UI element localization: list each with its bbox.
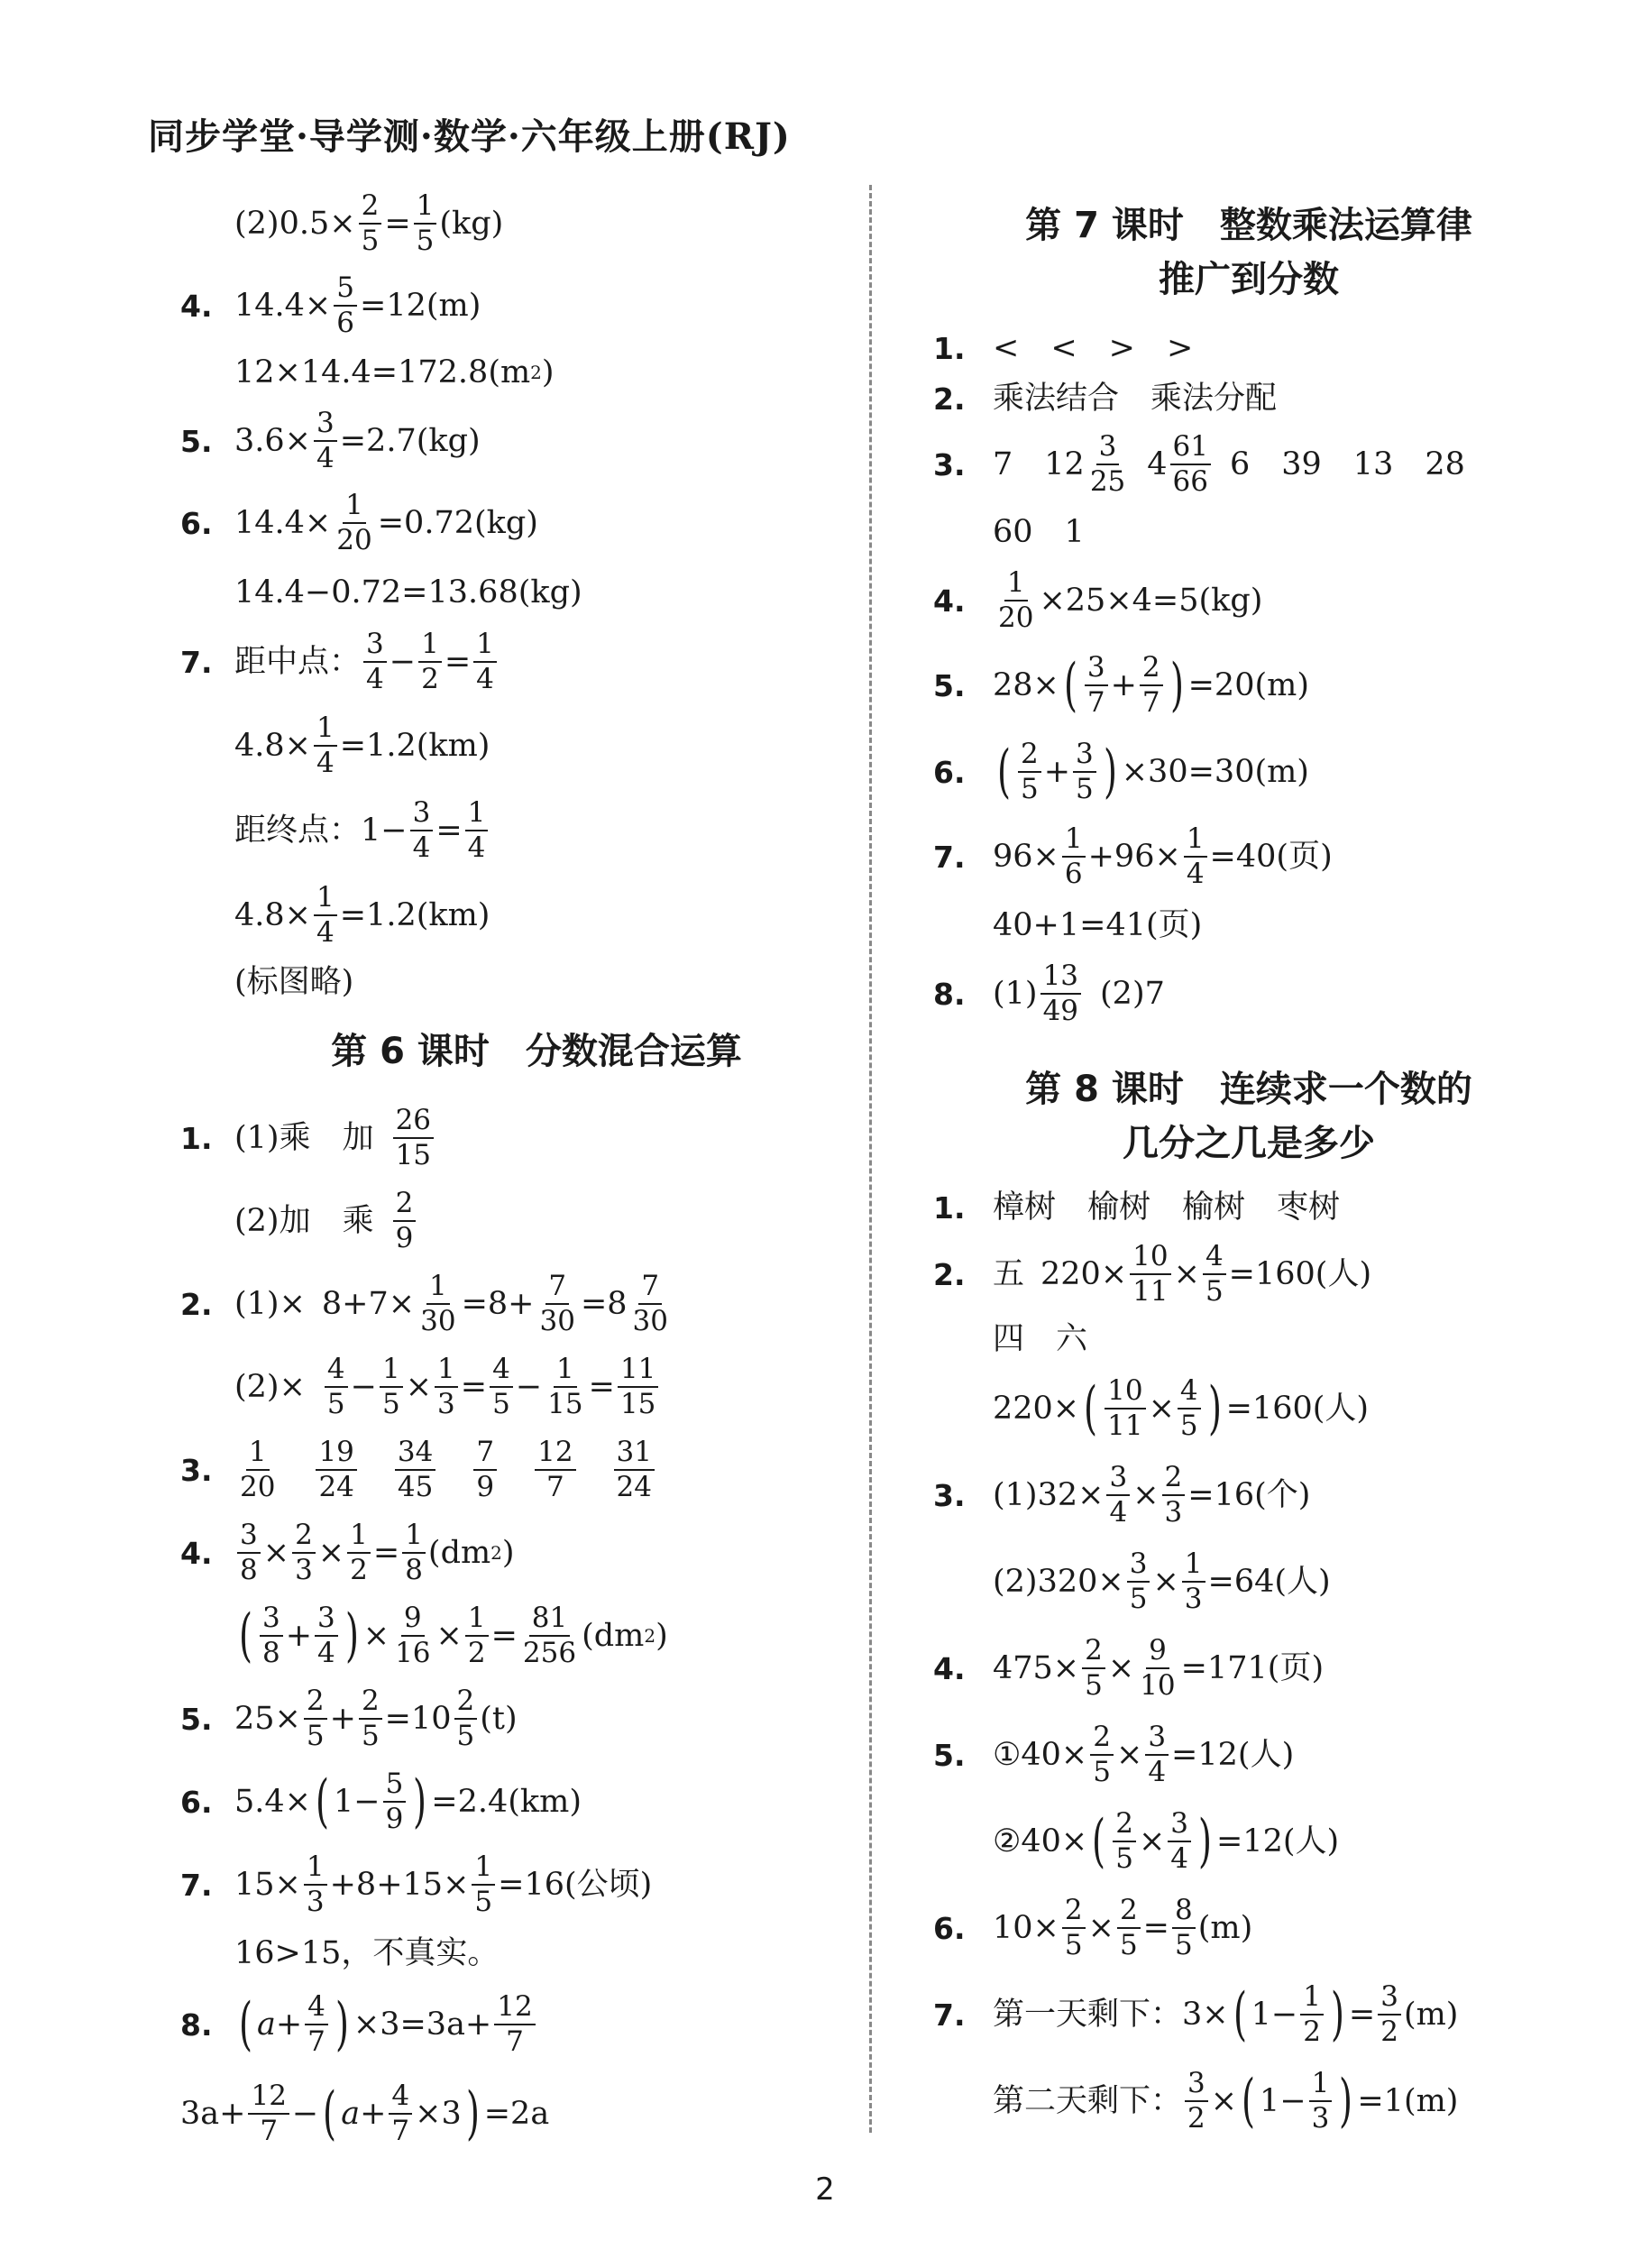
fraction: $\frac{1}{2}$ — [465, 1603, 489, 1667]
fraction: $\frac{1}{5}$ — [380, 1354, 403, 1419]
fraction: $\frac{2}{9}$ — [393, 1189, 417, 1253]
fraction: $\frac{1}{8}$ — [402, 1520, 426, 1584]
l8-answer-2-line-2: 四 六 — [993, 1320, 1088, 1357]
fraction: $\frac{9}{10}$ — [1140, 1634, 1176, 1702]
answer-7-note: (标图略) — [234, 963, 354, 1000]
fraction: $\frac{5}{9}$ — [383, 1769, 407, 1833]
fraction: $\frac{1}{2}$ — [1300, 1982, 1324, 2046]
right-paren-icon: ) — [1330, 1981, 1344, 2048]
fraction: $\frac{7}{30}$ — [632, 1270, 668, 1337]
fraction: $\frac{1}{4}$ — [473, 629, 497, 693]
page-number: 2 — [815, 2172, 835, 2208]
fraction: $\frac{3}{4}$ — [363, 629, 387, 693]
fraction: $\frac{2}{5}$ — [454, 1686, 478, 1750]
fraction: $\frac{1}{20}$ — [240, 1436, 276, 1503]
right-paren-icon: ) — [465, 2080, 480, 2147]
fraction: $\frac{2}{5}$ — [359, 1686, 382, 1750]
l8-answer-1: 1. 樟树 榆树 榆树 枣树 — [933, 1189, 1341, 1226]
fraction: $\frac{1}{3}$ — [304, 1852, 327, 1916]
l7-answer-8: 8. (1) $\frac{13}{49}$ (2)7 — [933, 960, 1165, 1027]
fraction: $\frac{3}{4}$ — [1106, 1463, 1130, 1527]
page-header: 同步学堂·导学测·数学·六年级上册(RJ) — [148, 115, 791, 158]
fraction: $\frac{61}{66}$ — [1170, 432, 1211, 496]
fraction: $\frac{7}{30}$ — [539, 1270, 575, 1337]
fraction: $\frac{2}{5}$ — [1117, 1896, 1141, 1960]
fraction: $\frac{3}{4}$ — [410, 798, 434, 862]
l8-answer-3-line-2: (2)320× $\frac{3}{5}$ × $\frac{1}{3}$ =64(人) — [993, 1547, 1331, 1615]
lesson-8-title-line-2: 几分之几是多少 — [1123, 1123, 1375, 1164]
fraction: $\frac{10}{11}$ — [1105, 1376, 1145, 1440]
l6-answer-5: 5. 25× $\frac{2}{5}$ + $\frac{2}{5}$ =10 $\frac{2}{5}$ (t) — [180, 1685, 518, 1752]
l8-answer-2-line-3: 220× ( $\frac{10}{11}$ × $\frac{4}{5}$ ) =160(人) — [993, 1374, 1370, 1442]
answer-4: 4. 14.4× $\frac{5}{6}$ =12(m) — [180, 271, 481, 339]
fraction: $\frac{2}{3}$ — [292, 1520, 316, 1584]
l6-answer-7-line-2: 16>15，不真实。 — [234, 1934, 500, 1971]
left-paren-icon: ( — [238, 1602, 252, 1669]
l7-answer-5: 5. 28× ( $\frac{3}{7}$ + $\frac{2}{7}$ ) =20(m) — [933, 651, 1309, 719]
fraction: $\frac{12}{7}$ — [535, 1437, 575, 1501]
l6-answer-8-line-2: 3a+ $\frac{12}{7}$ − ( a+ $\frac{4}{7}$ ×3 ) =2a — [180, 2080, 550, 2147]
fraction: $\frac{2}{5}$ — [1113, 1809, 1136, 1873]
fraction: $\frac{3}{25}$ — [1089, 430, 1126, 498]
l8-answer-4: 4. 475× $\frac{2}{5}$ × $\frac{9}{10}$ =171(页) — [933, 1634, 1325, 1702]
lesson-6-title: 第 6 课时 分数混合运算 — [331, 1031, 742, 1072]
fraction: $\frac{13}{49}$ — [1040, 961, 1081, 1025]
right-paren-icon: ) — [1169, 652, 1184, 719]
l8-answer-6: 6. 10× $\frac{2}{5}$ × $\frac{2}{5}$ = $\frac{8}{5}$ (m) — [933, 1894, 1253, 1961]
answer-7-line-2: 4.8× $\frac{1}{4}$ =1.2(km) — [234, 712, 490, 779]
fraction: $\frac{2}{5}$ — [1082, 1636, 1105, 1700]
fraction: $\frac{7}{9}$ — [473, 1437, 497, 1501]
fraction: $\frac{3}{5}$ — [1127, 1549, 1150, 1613]
fraction: $\frac{8}{5}$ — [1172, 1896, 1196, 1960]
fraction: $\frac{1}{30}$ — [420, 1270, 456, 1337]
l8-answer-3: 3. (1)32× $\frac{3}{4}$ × $\frac{2}{3}$ =16(个) — [933, 1461, 1311, 1529]
l6-answer-1: 1. (1)乘 加 $\frac{26}{15}$ — [180, 1097, 866, 1180]
fraction: $\frac{3}{4}$ — [1168, 1809, 1191, 1873]
fraction: $\frac{2}{5}$ — [1062, 1896, 1086, 1960]
lesson-7-title-line-2: 推广到分数 — [1159, 259, 1339, 300]
l6-answer-3: 3. $\frac{1}{20}$ $\frac{19}{24}$ $\frac{34}{45}$ $\frac{7}{9}$ $\frac{12}{7}$ $\frac{31}{24}$ — [180, 1428, 866, 1511]
fraction: $\frac{1}{4}$ — [314, 883, 337, 947]
l7-answer-1: 1. < < > > — [933, 329, 1194, 366]
fraction: $\frac{3}{4}$ — [1145, 1722, 1169, 1786]
fraction: $\frac{1}{3}$ — [435, 1354, 458, 1419]
fraction: $\frac{2}{5}$ — [1018, 739, 1041, 803]
fraction: $\frac{3}{2}$ — [1378, 1982, 1401, 2046]
fraction: $\frac{3}{2}$ — [1185, 2069, 1208, 2133]
fraction: $\frac{4}{5}$ — [1178, 1376, 1201, 1440]
l8-answer-7-line-2: 第二天剩下： $\frac{3}{2}$ × ( 1− $\frac{1}{3}$ ) =1(m) — [993, 2067, 1459, 2135]
fraction: $\frac{1}{20}$ — [998, 566, 1034, 634]
l8-answer-5-line-2: ②40× ( $\frac{2}{5}$ × $\frac{3}{4}$ ) =12(人) — [993, 1807, 1340, 1875]
fraction: $\frac{81}{256}$ — [522, 1602, 577, 1669]
fraction: $\frac{2}{5}$ — [304, 1686, 327, 1750]
fraction: $\frac{1}{2}$ — [418, 629, 442, 693]
answer-6-line-2: 14.4−0.72=13.68(kg) — [234, 574, 582, 611]
fraction: $\frac{1}{3}$ — [1182, 1549, 1205, 1613]
fraction: $\frac{3}{4}$ — [315, 1603, 338, 1667]
fraction: $\frac{2}{5}$ — [359, 191, 382, 255]
answer-3-part-2: (2)0.5× $\frac{2}{5}$ = $\frac{1}{5}$ (kg) — [234, 189, 504, 257]
l7-answer-3: 3. 7 12 $\frac{3}{25}$ 4 $\frac{61}{66}$ 6 39 13 28 — [933, 430, 1465, 498]
fraction: $\frac{1}{4}$ — [1184, 824, 1207, 888]
left-paren-icon: ( — [238, 1991, 252, 2058]
fraction: $\frac{1}{15}$ — [547, 1353, 583, 1420]
left-column — [180, 180, 866, 2159]
fraction: $\frac{2}{7}$ — [1140, 653, 1163, 717]
fraction: $\frac{3}{8}$ — [260, 1603, 283, 1667]
left-paren-icon: ( — [1092, 1808, 1106, 1875]
l7-answer-3-line-2: 60 1 — [993, 513, 1085, 550]
fraction: $\frac{2}{5}$ — [1090, 1722, 1114, 1786]
fraction: $\frac{5}{6}$ — [334, 273, 357, 337]
l7-answer-7: 7. 96× $\frac{1}{6}$ +96× $\frac{1}{4}$ =40(页) — [933, 822, 1333, 890]
left-paren-icon: ( — [996, 739, 1011, 805]
lesson-7-title-line-1: 第 7 课时 整数乘法运算律 — [1025, 205, 1472, 246]
fraction: $\frac{3}{4}$ — [314, 409, 337, 473]
left-paren-icon: ( — [1063, 652, 1077, 719]
fraction: $\frac{3}{5}$ — [1073, 739, 1096, 803]
l8-answer-5: 5. ①40× $\frac{2}{5}$ × $\frac{3}{4}$ =12(人) — [933, 1721, 1295, 1788]
right-paren-icon: ) — [1103, 739, 1117, 805]
fraction: $\frac{2}{3}$ — [1162, 1463, 1186, 1527]
column-divider — [869, 185, 872, 2133]
right-paren-icon: ) — [413, 1768, 427, 1835]
fraction: $\frac{4}{5}$ — [490, 1354, 513, 1419]
l8-answer-7: 7. 第一天剩下：3× ( 1− $\frac{1}{2}$ ) = $\frac{3}{2}$ (m) — [933, 1980, 1459, 2048]
answer-7: 7. 距中点： $\frac{3}{4}$ − $\frac{1}{2}$ = $\frac{1}{4}$ — [180, 620, 866, 703]
fraction: $\frac{1}{6}$ — [1062, 824, 1086, 888]
lesson-8-title-line-1: 第 8 课时 连续求一个数的 — [1025, 1069, 1472, 1110]
left-paren-icon: ( — [1242, 2068, 1256, 2135]
answer-5: 5. 3.6× $\frac{3}{4}$ =2.7(kg) — [180, 407, 481, 474]
fraction: $\frac{1}{5}$ — [414, 191, 437, 255]
l8-answer-2: 2. 五 220× $\frac{10}{11}$ × $\frac{4}{5}$ =160(人) — [933, 1240, 1372, 1308]
l6-answer-4: 4. $\frac{3}{8}$ × $\frac{2}{3}$ × $\frac{1}{2}$ = $\frac{1}{8}$ (dm 2 ) — [180, 1519, 515, 1586]
right-paren-icon: ) — [1207, 1375, 1222, 1442]
left-paren-icon: ( — [1084, 1375, 1098, 1442]
l6-answer-2: 2. (1)× 8+7× $\frac{1}{30}$ =8+ $\frac{7}{30}$ =8 $\frac{7}{30}$ — [180, 1263, 866, 1345]
fraction: $\frac{1}{4}$ — [314, 713, 337, 777]
l7-answer-2: 2. 乘法结合 乘法分配 — [933, 380, 1278, 417]
fraction: $\frac{11}{15}$ — [618, 1354, 658, 1419]
fraction: $\frac{4}{7}$ — [305, 1992, 328, 2056]
fraction: $\frac{3}{8}$ — [237, 1520, 261, 1584]
l6-answer-7: 7. 15× $\frac{1}{3}$ +8+15× $\frac{1}{5}$ =16(公顷) — [180, 1850, 653, 1918]
fraction: $\frac{26}{15}$ — [393, 1106, 434, 1170]
right-paren-icon: ) — [1339, 2068, 1353, 2135]
fraction: $\frac{4}{5}$ — [325, 1354, 348, 1419]
fraction: $\frac{31}{24}$ — [614, 1437, 655, 1501]
fraction: $\frac{19}{24}$ — [316, 1437, 356, 1501]
l6-answer-8: 8. ( a+ $\frac{4}{7}$ ) ×3=3a+ $\frac{12}{7}$ — [180, 1980, 866, 2069]
answer-7-line-4: 4.8× $\frac{1}{4}$ =1.2(km) — [234, 881, 490, 949]
fraction: $\frac{10}{11}$ — [1130, 1242, 1170, 1306]
fraction: $\frac{1}{4}$ — [465, 798, 489, 862]
l6-answer-2-part-2: (2)× $\frac{4}{5}$ − $\frac{1}{5}$ × $\frac{1}{3}$ = $\frac{4}{5}$ − $\frac{1}{15}$ = $\frac{11}{15}$ — [234, 1345, 866, 1428]
right-paren-icon: ) — [1198, 1808, 1212, 1875]
fraction: $\frac{3}{7}$ — [1085, 653, 1108, 717]
fraction: $\frac{1}{2}$ — [347, 1520, 371, 1584]
answer-6: 6. 14.4× $\frac{1}{20}$ =0.72(kg) — [180, 489, 538, 556]
left-paren-icon: ( — [1233, 1981, 1247, 2048]
l6-answer-6: 6. 5.4× ( 1− $\frac{5}{9}$ ) =2.4(km) — [180, 1768, 582, 1835]
fraction: $\frac{1}{20}$ — [336, 489, 372, 556]
fraction: $\frac{12}{7}$ — [494, 1992, 535, 2056]
fraction: $\frac{1}{5}$ — [472, 1852, 495, 1916]
right-paren-icon: ) — [344, 1602, 359, 1669]
fraction: $\frac{1}{3}$ — [1309, 2069, 1333, 2133]
left-paren-icon: ( — [323, 2080, 337, 2147]
l7-answer-4: 4. $\frac{1}{20}$ ×25×4=5(kg) — [933, 566, 1263, 634]
l7-answer-6: 6. ( $\frac{2}{5}$ + $\frac{3}{5}$ ) ×30=30(m) — [933, 738, 1309, 805]
fraction: $\frac{9}{16}$ — [395, 1602, 431, 1669]
l6-answer-4-line-2: ( $\frac{3}{8}$ + $\frac{3}{4}$ ) × $\frac{9}{16}$ × $\frac{1}{2}$ = $\frac{81}{256}$ (dm 2 ) — [238, 1602, 668, 1669]
fraction: $\frac{4}{7}$ — [389, 2081, 412, 2145]
fraction: $\frac{12}{7}$ — [248, 2081, 289, 2145]
answer-7-line-3: 距终点：1− $\frac{3}{4}$ = $\frac{1}{4}$ — [234, 788, 866, 873]
fraction: $\frac{4}{5}$ — [1203, 1242, 1226, 1306]
right-paren-icon: ) — [335, 1991, 349, 2058]
answer-4-line-2: 12×14.4=172.8(m 2 ) — [234, 354, 555, 390]
right-column — [933, 180, 1564, 2144]
left-paren-icon: ( — [315, 1768, 329, 1835]
fraction: $\frac{34}{45}$ — [395, 1437, 435, 1501]
l7-answer-7-line-2: 40+1=41(页) — [993, 906, 1203, 943]
l6-answer-1-part-2: (2)加 乘 $\frac{2}{9}$ — [234, 1180, 866, 1263]
